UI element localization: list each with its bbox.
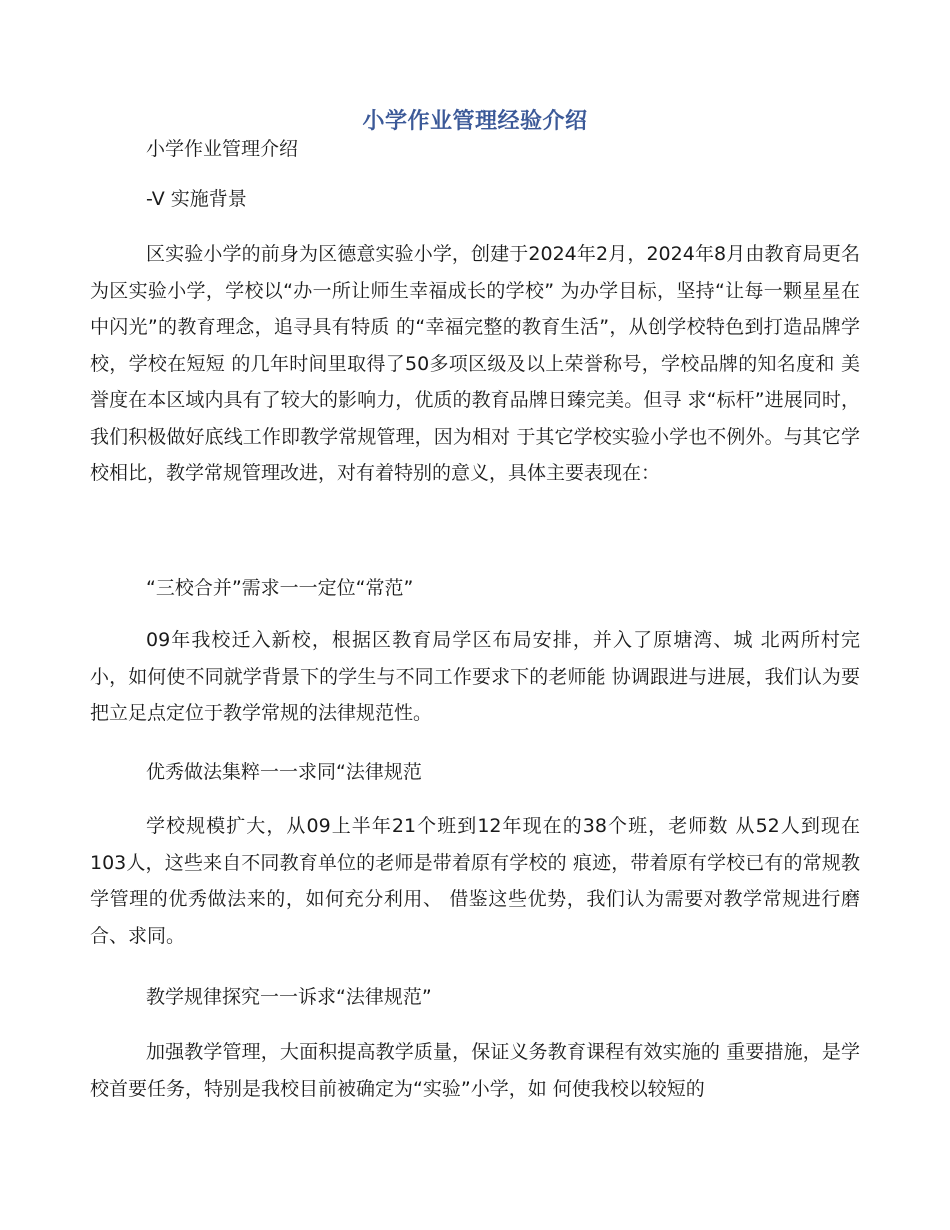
section-heading: -V 实施背景 [146,188,247,210]
sub-heading-merger: “三校合并”需求一一定位“常范” [146,577,414,599]
document-subtitle: 小学作业管理介绍 [146,138,299,160]
paragraph-merger: 09年我校迁入新校，根据区教育局学区布局安排，并入了原塘湾、城 北两所村完小，如何使不同就学背景下的学生与不同工作要求下的老师能 协调跟进与进展，我们认为要把立足点定位于教学常规的法律规范性。 [90,629,860,724]
document-title: 小学作业管理经验介绍 [362,109,588,134]
paragraph-background: 区实验小学的前身为区德意实验小学，创建于2024年2月，2024年8月由教育局更名为区实验小学，学校以“办一所让师生幸福成长的学校” 为办学目标，坚持“让每一颗星星在中闪光”的教育理念，追寻具有特质 的“幸福完整的教育生活”，从创学校特色到打造品牌学校，学校在短短 的几年时间里取得了50多项区级及以上荣誉称号，学校品牌的知名度和 美誉度在本区域内具有了较大的影响力，优质的教育品牌日臻完美。但寻 求“标杆”进展同时，我们积极做好底线工作即教学常规管理，因为相对 于其它学校实验小学也不例外。与其它学校相比，教学常规管理改进，对有着特别的意义，具体主要表现在： [90,243,860,484]
paragraph-research: 加强教学管理，大面积提高教学质量，保证义务教育课程有效实施的 重要措施，是学校首要任务，特别是我校目前被确定为“实验”小学，如 何使我校以较短的 [90,1041,860,1100]
sub-heading-practices: 优秀做法集粹一一求同“法律规范 [146,761,422,783]
paragraph-practices: 学校规模扩大，从09上半年21个班到12年现在的38个班，老师数 从52人到现在103人，这些来自不同教育单位的老师是带着原有学校的 痕迹，带着原有学校已有的常规教学管理的优秀做法来的，如何充分利用、 借鉴这些优势，我们认为需要对教学常规进行磨合、求同。 [90,815,860,947]
sub-heading-research: 教学规律探究一一诉求“法律规范” [146,986,432,1008]
